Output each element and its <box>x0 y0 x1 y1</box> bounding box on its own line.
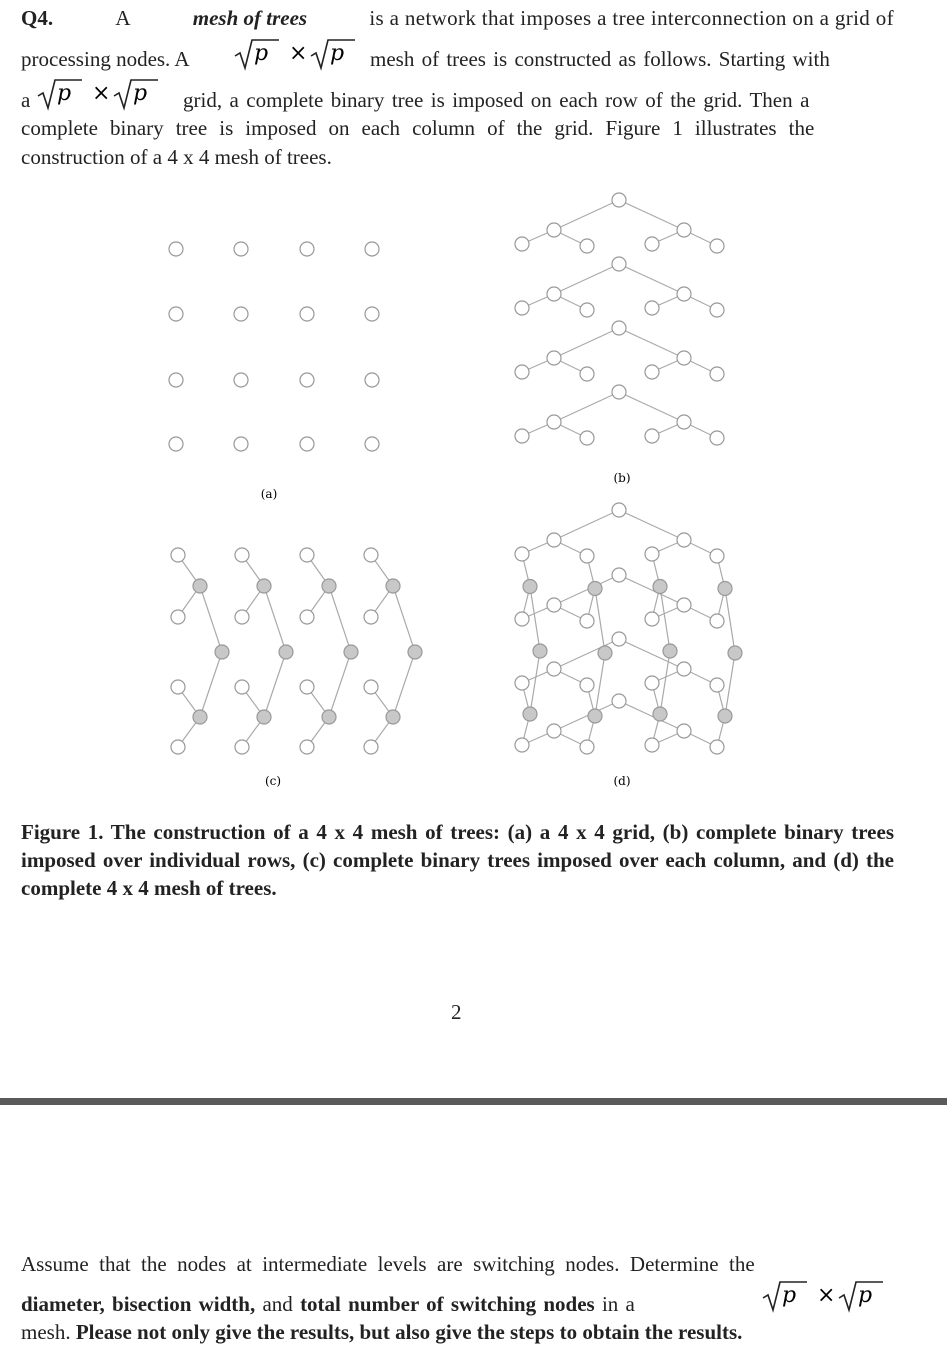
task-line-2 <box>21 1280 894 1316</box>
row-tree-edge <box>554 701 619 731</box>
col-root-node <box>279 645 293 659</box>
col-switch-node <box>193 710 207 724</box>
processor-node <box>710 740 724 754</box>
var-p-1: p <box>57 81 72 106</box>
processor-node <box>300 680 314 694</box>
row-tree-edge <box>619 575 684 605</box>
col-root-node <box>598 646 612 660</box>
row-switch-node <box>547 662 561 676</box>
processor-node <box>235 548 249 562</box>
processor-node <box>235 740 249 754</box>
processor-node <box>645 429 659 443</box>
processor-node <box>710 678 724 692</box>
mesh-of-trees-figure <box>0 185 947 805</box>
processor-node <box>710 367 724 381</box>
radical-expression <box>761 1280 901 1314</box>
processor-node <box>645 365 659 379</box>
col-switch-node <box>653 707 667 721</box>
processor-node <box>515 676 529 690</box>
processor-node <box>645 301 659 315</box>
row-tree-edge <box>554 264 619 294</box>
col-switch-node <box>718 709 732 723</box>
figure-edges <box>178 200 735 747</box>
processor-node <box>710 431 724 445</box>
row-root-node <box>612 321 626 335</box>
processor-node <box>645 547 659 561</box>
page-separator <box>0 1098 947 1105</box>
col-tree-edge <box>200 652 222 717</box>
col-switch-node <box>257 710 271 724</box>
row-switch-node <box>547 533 561 547</box>
col-switch-node <box>257 579 271 593</box>
row-tree-edge <box>619 510 684 540</box>
times-symbol: × <box>817 1283 836 1308</box>
col-tree-edge <box>530 587 540 652</box>
grid-node <box>365 437 379 451</box>
row-switch-node <box>677 724 691 738</box>
row-switch-node <box>547 287 561 301</box>
col-root-node <box>408 645 422 659</box>
term-switching-nodes: total number of switching nodes <box>300 1292 595 1316</box>
row-root-node <box>612 632 626 646</box>
col-tree-edge <box>200 586 222 652</box>
grid-node <box>169 307 183 321</box>
grid-node <box>169 437 183 451</box>
var-p-1: p <box>782 1283 797 1308</box>
var-p-2: p <box>133 81 148 106</box>
col-root-node <box>533 644 547 658</box>
col-switch-node <box>588 582 602 596</box>
radical-expression <box>233 38 373 72</box>
processor-node <box>515 365 529 379</box>
panel-label-a: (a) <box>260 487 278 501</box>
times-symbol: × <box>92 81 111 106</box>
grid-node <box>365 373 379 387</box>
processor-node <box>364 680 378 694</box>
col-switch-node <box>523 580 537 594</box>
row-tree-edge <box>554 200 619 230</box>
grid-node <box>169 242 183 256</box>
radical-expression <box>36 78 176 112</box>
col-root-node <box>663 644 677 658</box>
col-switch-node <box>322 710 336 724</box>
question-line-5: construction of a 4 x 4 mesh of trees. <box>21 145 332 169</box>
processor-node <box>710 549 724 563</box>
row-switch-node <box>547 598 561 612</box>
processor-node <box>364 740 378 754</box>
processor-node <box>645 237 659 251</box>
processor-node <box>171 548 185 562</box>
row-root-node <box>612 193 626 207</box>
grid-node <box>300 437 314 451</box>
row-tree-edge <box>619 392 684 422</box>
grid-node <box>300 242 314 256</box>
row-switch-node <box>677 598 691 612</box>
processor-node <box>515 237 529 251</box>
processor-node <box>645 738 659 752</box>
grid-node <box>365 242 379 256</box>
processor-node <box>580 740 594 754</box>
processor-node <box>364 548 378 562</box>
col-tree-edge <box>530 651 540 714</box>
processor-node <box>171 740 185 754</box>
task-line-2-text: diameter, bisection width, and total number of switching nodes in a <box>21 1292 635 1316</box>
row-switch-node <box>677 662 691 676</box>
grid-node <box>234 373 248 387</box>
processor-node <box>171 610 185 624</box>
row-tree-edge <box>554 510 619 540</box>
processor-node <box>515 612 529 626</box>
row-tree-edge <box>554 575 619 605</box>
task-line-3: mesh. Please not only give the results, but also give the steps to obtain the results. <box>21 1320 743 1344</box>
processor-node <box>645 612 659 626</box>
processor-node <box>515 429 529 443</box>
col-tree-edge <box>393 652 415 717</box>
question-line-3: a p × p grid, a complete binary tree is imposed on each row of the grid. Then a <box>21 78 894 114</box>
col-switch-node <box>386 579 400 593</box>
col-tree-edge <box>264 652 286 717</box>
page-number: 2 <box>451 1000 462 1024</box>
term-mesh-of-trees: mesh of trees <box>192 6 308 30</box>
term-bisection-width: bisection width, <box>112 1292 256 1316</box>
var-p-2: p <box>330 41 345 66</box>
term-diameter: diameter, <box>21 1292 105 1316</box>
col-switch-node <box>386 710 400 724</box>
processor-node <box>580 549 594 563</box>
grid-node <box>169 373 183 387</box>
processor-node <box>300 740 314 754</box>
row-tree-edge <box>554 392 619 422</box>
panel-label-b: (b) <box>613 471 631 485</box>
row-switch-node <box>677 533 691 547</box>
col-switch-node <box>718 582 732 596</box>
processor-node <box>171 680 185 694</box>
question-line-2: processing nodes. A p × p mesh of trees is constructed as follows. Starting with <box>21 38 894 74</box>
row-switch-node <box>677 287 691 301</box>
sqrt-p-by-sqrt-p <box>233 38 373 78</box>
processor-node <box>235 680 249 694</box>
times-symbol: × <box>289 41 308 66</box>
task-line-1: Assume that the nodes at intermediate levels are switching nodes. Determine the <box>21 1252 755 1276</box>
col-tree-edge <box>595 653 605 716</box>
grid-node <box>300 373 314 387</box>
col-switch-node <box>193 579 207 593</box>
col-switch-node <box>653 580 667 594</box>
grid-node <box>300 307 314 321</box>
grid-node <box>234 307 248 321</box>
processor-node <box>580 367 594 381</box>
row-switch-node <box>677 415 691 429</box>
col-tree-edge <box>595 589 605 654</box>
question-label: Q4. <box>21 6 54 30</box>
grid-node <box>365 307 379 321</box>
figure-nodes <box>169 193 742 754</box>
processor-node <box>710 303 724 317</box>
row-root-node <box>612 257 626 271</box>
processor-node <box>300 610 314 624</box>
col-root-node <box>344 645 358 659</box>
row-tree-edge <box>619 200 684 230</box>
row-switch-node <box>677 351 691 365</box>
panel-label-c: (c) <box>264 774 282 788</box>
processor-node <box>580 303 594 317</box>
processor-node <box>580 431 594 445</box>
processor-node <box>300 548 314 562</box>
row-root-node <box>612 694 626 708</box>
processor-node <box>235 610 249 624</box>
row-root-node <box>612 568 626 582</box>
processor-node <box>580 614 594 628</box>
grid-node <box>234 437 248 451</box>
processor-node <box>580 678 594 692</box>
processor-node <box>710 614 724 628</box>
row-switch-node <box>547 351 561 365</box>
col-tree-edge <box>329 652 351 717</box>
processor-node <box>515 301 529 315</box>
col-tree-edge <box>725 589 735 654</box>
task-instruction: Please not only give the results, but also give the steps to obtain the results. <box>75 1320 743 1344</box>
row-tree-edge <box>619 701 684 731</box>
processor-node <box>580 239 594 253</box>
row-switch-node <box>677 223 691 237</box>
question-line-4: complete binary tree is imposed on each column of the grid. Figure 1 illustrates the <box>21 116 815 140</box>
processor-node <box>364 610 378 624</box>
processor-node <box>645 676 659 690</box>
row-root-node <box>612 385 626 399</box>
sqrt-p-by-sqrt-p <box>761 1280 901 1320</box>
col-switch-node <box>588 709 602 723</box>
processor-node <box>515 738 529 752</box>
col-root-node <box>215 645 229 659</box>
row-switch-node <box>547 415 561 429</box>
row-tree-edge <box>619 264 684 294</box>
row-tree-edge <box>619 328 684 358</box>
processor-node <box>515 547 529 561</box>
sqrt-p-by-sqrt-p <box>36 78 176 118</box>
question-line-1: Q4. A mesh of trees is a network that imposes a tree interconnection on a grid of <box>21 6 894 30</box>
col-switch-node <box>523 707 537 721</box>
figure-caption: Figure 1. The construction of a 4 x 4 mesh of trees: (a) a 4 x 4 grid, (b) complete binary trees imposed over individual rows, (c) complete binary trees imposed over each column, and (d) the complete 4 x 4 mesh of trees. <box>21 820 894 900</box>
row-switch-node <box>547 223 561 237</box>
question-line-2-tail: mesh of trees is constructed as follows. Starting with <box>370 47 830 71</box>
grid-node <box>234 242 248 256</box>
row-tree-edge <box>554 328 619 358</box>
panel-label-d: (d) <box>613 774 631 788</box>
row-switch-node <box>547 724 561 738</box>
col-tree-edge <box>725 653 735 716</box>
col-tree-edge <box>329 586 351 652</box>
var-p-1: p <box>254 41 269 66</box>
processor-node <box>710 239 724 253</box>
col-switch-node <box>322 579 336 593</box>
row-root-node <box>612 503 626 517</box>
var-p-2: p <box>858 1283 873 1308</box>
col-tree-edge <box>264 586 286 652</box>
col-tree-edge <box>393 586 415 652</box>
col-root-node <box>728 646 742 660</box>
